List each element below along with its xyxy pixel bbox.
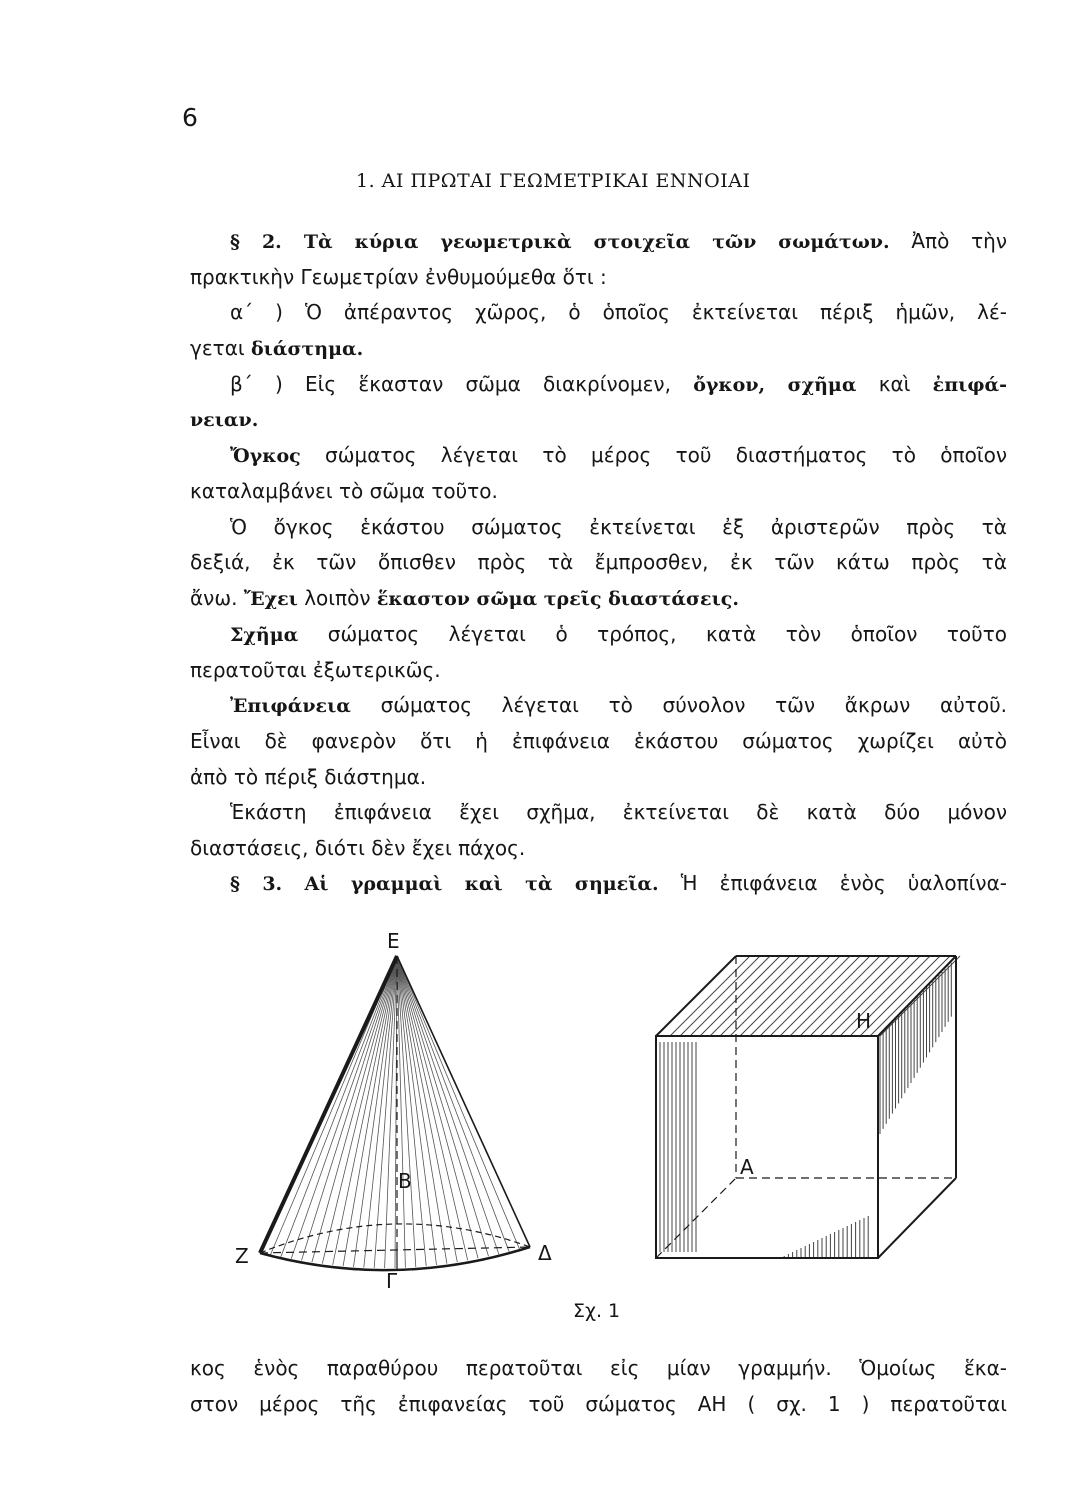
figure-caption: Σχ. 1 (573, 1300, 621, 1322)
cube-label-top-right: Η (856, 1009, 872, 1033)
cube-top-hatch (670, 956, 750, 1036)
cone-hatch-line (397, 956, 468, 1260)
term-epifaneia: Ἐπιφάνεια (230, 695, 351, 717)
s2-line-1: § 2. Τὰ κύρια γεωμετρικὰ στοιχεῖα τῶν σωμάτων. Ἀπὸ τὴν (190, 226, 1007, 257)
s3-line-1: § 3. Αἱ γραμμαὶ καὶ τὰ σημεῖα. Ἡ ἐπιφάνεια ἑνὸς ὑαλοπίνα- (190, 868, 1007, 899)
cone-hatch-line (397, 956, 489, 1256)
term-ogkos: Ὄγκος (230, 445, 301, 467)
epifaneia-line-5: διαστάσεις, διότι δὲν ἔχει πάχος. (190, 836, 526, 860)
ogkos-line-2: καταλαμβάνει τὸ σῶμα τοῦτο. (190, 479, 498, 503)
cube-top-hatch (810, 956, 890, 1036)
cube-top-hatch (870, 956, 950, 1036)
s2-line-2: πρακτικὴν Γεωμετρίαν ἐνθυμούμεθα ὅτι : (190, 265, 607, 289)
cone-hatch-line (343, 956, 397, 1266)
cone-hatch-line (281, 956, 397, 1257)
cube-top-hatch (700, 956, 780, 1036)
term-three-dimensions: ἕκαστον σῶμα τρεῖς διαστάσεις. (376, 588, 739, 610)
cube-top-hatch (760, 956, 840, 1036)
chapter-title: 1. ΑΙ ΠΡΩΤΑΙ ΓΕΩΜΕΤΡΙΚΑΙ ΕΝΝΟΙΑΙ (356, 170, 751, 192)
figure-drawing (220, 920, 872, 1293)
alpha-line-1: α΄ ) Ὁ ἀπέραντος χῶρος, ὁ ὁποῖος ἐκτείνεται πέριξ ἡμῶν, λέ- (230, 300, 1007, 324)
cone-label-center: Β (398, 1169, 412, 1193)
cube-drawing (656, 956, 960, 1258)
cube-top-hatch (720, 956, 800, 1036)
cube-top-hatch (710, 956, 790, 1036)
ogkos-line-1: Ὄγκος σώματος λέγεται τὸ μέρος τοῦ διαστήματος τὸ ὁποῖον (190, 440, 1007, 471)
epifaneia-line-1: Ἐπιφάνεια σώματος λέγεται τὸ σύνολον τῶν ἄκρων αὐτοῦ. (190, 690, 1007, 721)
cube-top-hatch (750, 956, 830, 1036)
ogkos-line-5: ἄνω. Ἔχει λοιπὸν ἕκαστον σῶμα τρεῖς διαστάσεις. (190, 586, 739, 610)
cone-label-bottom: Γ (386, 1269, 398, 1293)
ogkos-line-3: Ὁ ὄγκος ἑκάστου σώματος ἐκτείνεται ἐξ ἀριστερῶν πρὸς τὰ (230, 515, 1007, 539)
epifaneia-line-2: Εἶναι δὲ φανερὸν ὅτι ἡ ἐπιφάνεια ἑκάστου σώματος χωρίζει αὐτὸ (190, 729, 1007, 753)
term-ogkon-schima: ὄγκον, σχῆμα (693, 374, 857, 396)
epifaneia-line-4: Ἑκάστη ἐπιφάνεια ἔχει σχῆμα, ἐκτείνεται δὲ κατὰ δύο μόνον (230, 800, 1007, 824)
s2-heading: § 2. Τὰ κύρια γεωμετρικὰ στοιχεῖα τῶν σωμάτων. (230, 231, 890, 253)
s3-line-3: στον μέρος τῆς ἐπιφανείας τοῦ σώματος ΑΗ ( σχ. 1 ) περατοῦται (190, 1392, 1007, 1416)
cone-label-right: Δ (538, 1241, 552, 1265)
cube-top-hatch (860, 956, 940, 1036)
ogkos-line-4: δεξιά, ἐκ τῶν ὄπισθεν πρὸς τὰ ἔμπροσθεν, ἐκ τῶν κάτω πρὸς τὰ (190, 550, 1007, 574)
term-schima: Σχῆμα (230, 624, 299, 646)
cube-top-hatch (770, 956, 850, 1036)
cone-hatch-line (333, 956, 397, 1265)
cone-label-left: Ζ (235, 1244, 249, 1268)
cube-top-hatch (690, 956, 770, 1036)
beta-line-2 (190, 404, 1007, 435)
cube-top-hatch (780, 956, 860, 1036)
cube-label-inner: Α (740, 1155, 754, 1179)
s3-line-2: κος ἑνὸς παραθύρου περατοῦται εἰς μίαν γραμμήν. Ὁμοίως ἕκα- (190, 1356, 1007, 1380)
beta-line-1: β΄ ) Εἰς ἕκασταν σῶμα διακρίνομεν, ὄγκον, σχῆμα καὶ ἐπιφά- (230, 372, 1008, 396)
cone-hatch-line (302, 956, 398, 1260)
cone-label-apex: Ε (387, 929, 400, 953)
s3-heading: § 3. Αἱ γραμμαὶ καὶ τὰ σημεῖα. (230, 873, 659, 895)
page-number: 6 (182, 103, 198, 132)
cube-top-hatch (740, 956, 820, 1036)
cube-top-hatch (680, 956, 760, 1036)
term-diastima: διάστημα. (251, 338, 364, 360)
schima-line-1: Σχῆμα σώματος λέγεται ὁ τρόπος, κατὰ τὸν ὁποῖον τοῦτο (190, 619, 1007, 650)
cone-drawing (260, 956, 530, 1270)
term-epifaneian: νειαν. (190, 409, 259, 431)
cube-top-hatch (730, 956, 810, 1036)
epifaneia-line-3: ἀπὸ τὸ πέριξ διάστημα. (190, 765, 427, 789)
cone-hatch-line (397, 956, 509, 1252)
figure-1 (220, 920, 872, 1293)
alpha-line-2: γεται διάστημα. (190, 336, 364, 360)
schima-line-2: περατοῦται ἐξωτερικῶς. (190, 658, 441, 682)
